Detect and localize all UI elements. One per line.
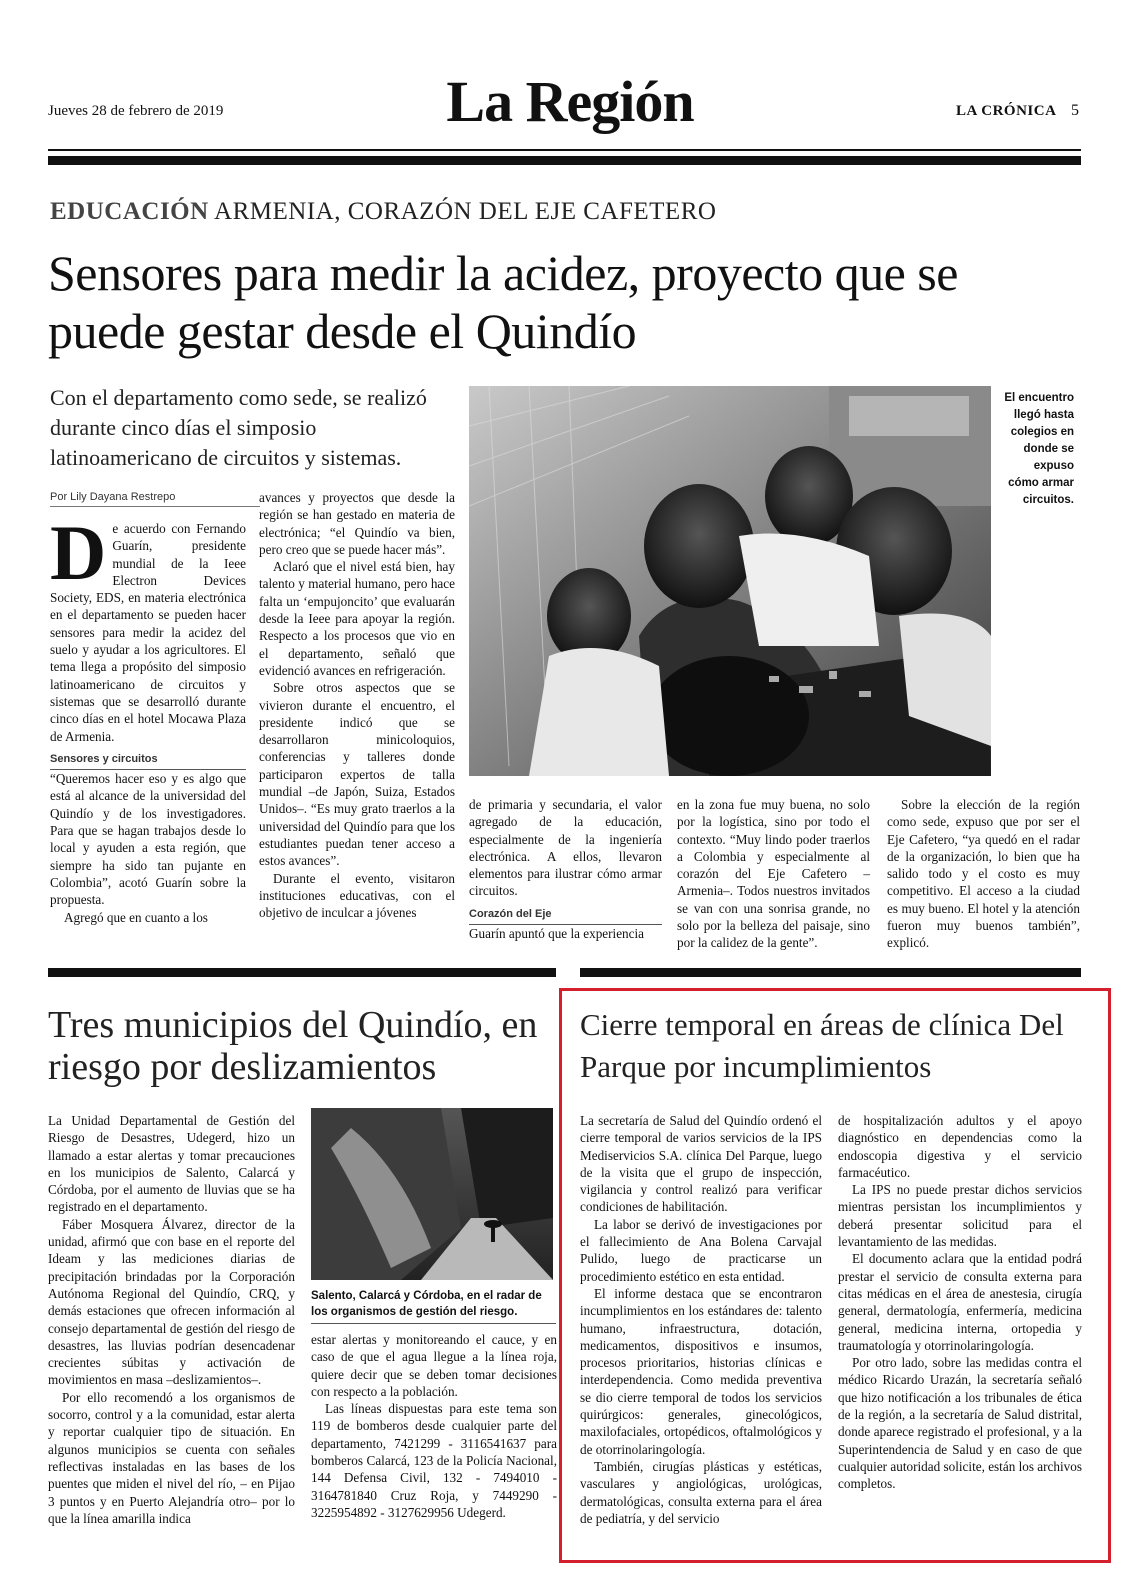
caption-rule [311, 1323, 556, 1324]
main-paragraph: Agregó que en cuanto a los [64, 909, 208, 925]
masthead-thick-rule [48, 156, 1081, 165]
main-paragraph: De acuerdo con Fernando Guarín, presidente mundial de la Ieee Electron Devices Society, EDS, en materia electrónica en el departamento se pueden hacer sensores para medir la acidez del suelo y ayudar a los agricultores. El tema llega a propósito del simposio latinoamericano de circuitos y sistemas que se desarrolló durante cinco días en el hotel Mocawa Plaza de Armenia. [50, 509, 246, 744]
clinic-paragraph: El documento aclara que la entidad podrá prestar el servicio de consulta externa para citas médicas en el área de anestesia, cirugía general, dermatología, enfermería, medicina general, medicina interna, ortopedia y traumatología y otorrinolaringología. [838, 1251, 1082, 1353]
issue-date: Jueves 28 de febrero de 2019 [48, 103, 224, 119]
page-number: 5 [1071, 102, 1079, 119]
section-label-rest: ARMENIA, CORAZÓN DEL EJE CAFETERO [208, 198, 717, 225]
main-column-5 [887, 796, 1080, 952]
clinic-paragraph: El informe destaca que se encontraron incumplimientos en los estándares de: talento humano, infraestructura, dotación, medicamentos, dispositivos e insumos, procesos prioritarios, historias clínicas e interdependencia. Como medida preventiva se dio cierre temporal de todos los servicios quirúrgicos: generales, ginecológicos, maxilofaciales, ortopédicos, oftalmológicos y de otorrinolaringología. [580, 1285, 822, 1457]
main-column-1 [50, 509, 246, 926]
landslide-paragraph: Las líneas dispuestas para este tema son 119 de bomberos desde cualquier parte del departamento, 7421299 - 3116541637 para bomberos Calarcá, 123 de la Policía Nacional, 144 Defensa Civil, 132 - 7494010 - 3164781840 Cruz Roja, y 7449290 - 3225954892 - 3127629956 Udegerd. [311, 1401, 557, 1520]
clinic-headline: Cierre temporal en áreas de clínica Del Parque por incumplimientos [580, 1007, 1064, 1084]
main-paragraph: en la zona fue muy buena, no solo por la logística, sino por todo el contexto. “Muy lindo poder traerlos a Colombia y especialmente al corazón del Eje Cafetero –Armenia–. Todos nuestros invitados se van con una sonrisa grande, no solo por la belleza del paisaje, sino por la calidez de la gente”. [677, 797, 870, 951]
landslide-headline: Tres municipios del Quindío, en riesgo por deslizamientos [48, 1004, 538, 1088]
main-deck: Con el departamento como sede, se realizó durante cinco días el simposio latinoamericano de circuitos y sistemas. [50, 385, 427, 470]
main-paragraph: Guarín apuntó que la experiencia [469, 926, 645, 942]
landslide-paragraph: estar alertas y monitoreando el cauce, y en caso de que el agua llegue a la línea roja, quiere decir que se deben tomar decisiones con respecto a la población. [311, 1332, 557, 1399]
clinic-paragraph: La IPS no puede prestar dichos servicios mientras persistan los incumplimientos y deberá presentar solicitud para el levantamiento de las medidas. [838, 1182, 1082, 1250]
clinic-paragraph: Por otro lado, sobre las medidas contra el médico Ricardo Urazán, la secretaría señaló que hizo notificación a los tribunales de ética de la región, a la secretaría de Salud distrital, donde aparece registrado el profesional, y a la Superintendencia de Salud y en caso de que cualquier autoridad solicite, están los archivos completos. [838, 1355, 1082, 1492]
main-paragraph: Sobre otros aspectos que se vivieron durante el encuentro, el presidente indicó que se desarrollaron minicoloquios, conferencias y talleres donde participaron expertos de talla mundial –de Japón, Suiza, Estados Unidos–. “Es muy grato traerlos a la universidad del Quindío para que los estudiantes puedan tener acceso a estos avances”. [259, 680, 455, 869]
subheading-corazon: Corazón del Eje [469, 906, 662, 925]
photo-caption-main: El encuentro llegó hasta colegios en donde se expuso cómo armar circuitos. [1004, 392, 1074, 506]
main-paragraph: Sobre la elección de la región como sede, expuso que por ser el Eje Cafetero, “ya quedó en el radar de la organización, lo bien que ha salido todo y el costo es muy competitivo. El acceso a la ciudad es muy bueno. El hotel y la atención fueron muy buenos también”, explicó. [887, 797, 1080, 951]
clinic-paragraph: También, cirugías plásticas y estéticas, vasculares y angiológicas, urológicas, dermatológicas, consulta externa para el área de pediatría, y del servicio [580, 1458, 822, 1526]
landslide-paragraph: La Unidad Departamental de Gestión del Riesgo de Desastres, Udegerd, hizo un llamado a estar alertas y tomar precauciones en los municipios de Salento, Calarcá y Córdoba, por el aumento de lluvias que se ha registrado en el departamento. [48, 1113, 295, 1215]
photo-caption-landslide: Salento, Calarcá y Córdoba, en el radar de los organismos de gestión del riesgo. [311, 1290, 542, 1318]
landslide-column-1 [48, 1112, 295, 1527]
main-column-3 [469, 796, 662, 942]
main-paragraph: “Queremos hacer eso y es algo que está al alcance de la universidad del Quindío y de los investigadores. Para que se hagan trabajos desde lo local y ayuden a esta región, que siempre ha sido tan pujante en Colombia”, acotó Guarín sobre la propuesta. [50, 771, 246, 908]
clinic-paragraph: La labor se derivó de investigaciones por el fallecimiento de Ana Bolena Carvajal Pulido, luego de practicarse un procedimiento estético en esta entidad. [580, 1216, 822, 1284]
landslide-road-photo [311, 1108, 553, 1280]
section-label-bold: EDUCACIÓN [50, 198, 209, 225]
students-circuits-photo [469, 386, 991, 776]
main-paragraph: avances y proyectos que desde la región se han gestado en materia de electrónica; “el Quindío va bien, pero creo que se puede hacer más”. [259, 490, 455, 557]
landslide-paragraph: Por ello recomendó a los organismos de socorro, control y a la comunidad, estar alerta y reportar cualquier tipo de situación. En algunos municipios se cuenta con señales reflectivas instaladas en las bases de los puentes que miden el nivel del río, – en Pijao 3 puntos y en Puerto Alejandría otro– por lo que la línea amarilla indica [48, 1389, 295, 1526]
highlight-box [559, 988, 1111, 1563]
landslide-paragraph: Fáber Mosquera Álvarez, director de la unidad, afirmó que con base en el reporte del Ideam y las mediciones diarias de precipitación brindadas por la Corporación Autónoma Regional del Quindío, CRQ, y demás estaciones que ofrecen información al consejo departamental de gestión del riesgo de desastres, las lluvias podrían desencadenar crecientes súbitas y activación de movimientos en masa –deslizamientos–. [48, 1216, 295, 1388]
main-column-4 [677, 796, 870, 952]
main-paragraph: Durante el evento, visitaron instituciones educativas, con el objetivo de inculcar a jóvenes [259, 870, 455, 921]
newspaper-brand: LA CRÓNICA [956, 103, 1057, 119]
clinic-paragraph: La secretaría de Salud del Quindío ordenó el cierre temporal de varios servicios de la IPS Mediservicios S.A. clínica Del Parque, luego de la visita que el grupo de inspección, vigilancia y control realizó para verificar condiciones de habilitación. [580, 1113, 822, 1215]
main-headline: Sensores para medir la acidez, proyecto que se puede gestar desde el Quindío [48, 245, 958, 359]
drop-cap: D [50, 509, 107, 596]
landslide-column-2 [311, 1331, 557, 1521]
main-paragraph: de primaria y secundaria, el valor agregado de la educación, especialmente de la ingeniería electrónica. A ellos, llevaron elementos para ilustrar cómo armar circuitos. [469, 797, 662, 899]
story-bar-right [580, 968, 1081, 977]
main-paragraph: Aclaró que el nivel está bien, hay talento y material humano, pero hace falta un ‘empujoncito’ que evaluarán desde la Ieee para apoyar la región. Respecto a los procesos que vio en el departamento, señaló que evidenció avances en refrigeración. [259, 559, 455, 678]
masthead-thin-rule [48, 149, 1081, 151]
story-bar-left [48, 968, 556, 977]
page-title: La Región [446, 69, 694, 134]
byline: Por Lily Dayana Restrepo [50, 491, 260, 507]
subheading-sensores: Sensores y circuitos [50, 751, 246, 770]
section-label [50, 198, 716, 226]
main-column-2 [259, 489, 455, 921]
clinic-paragraph: de hospitalización adultos y el apoyo diagnóstico en dependencias como la endoscopia digestiva y el servicio farmacéutico. [838, 1113, 1082, 1180]
